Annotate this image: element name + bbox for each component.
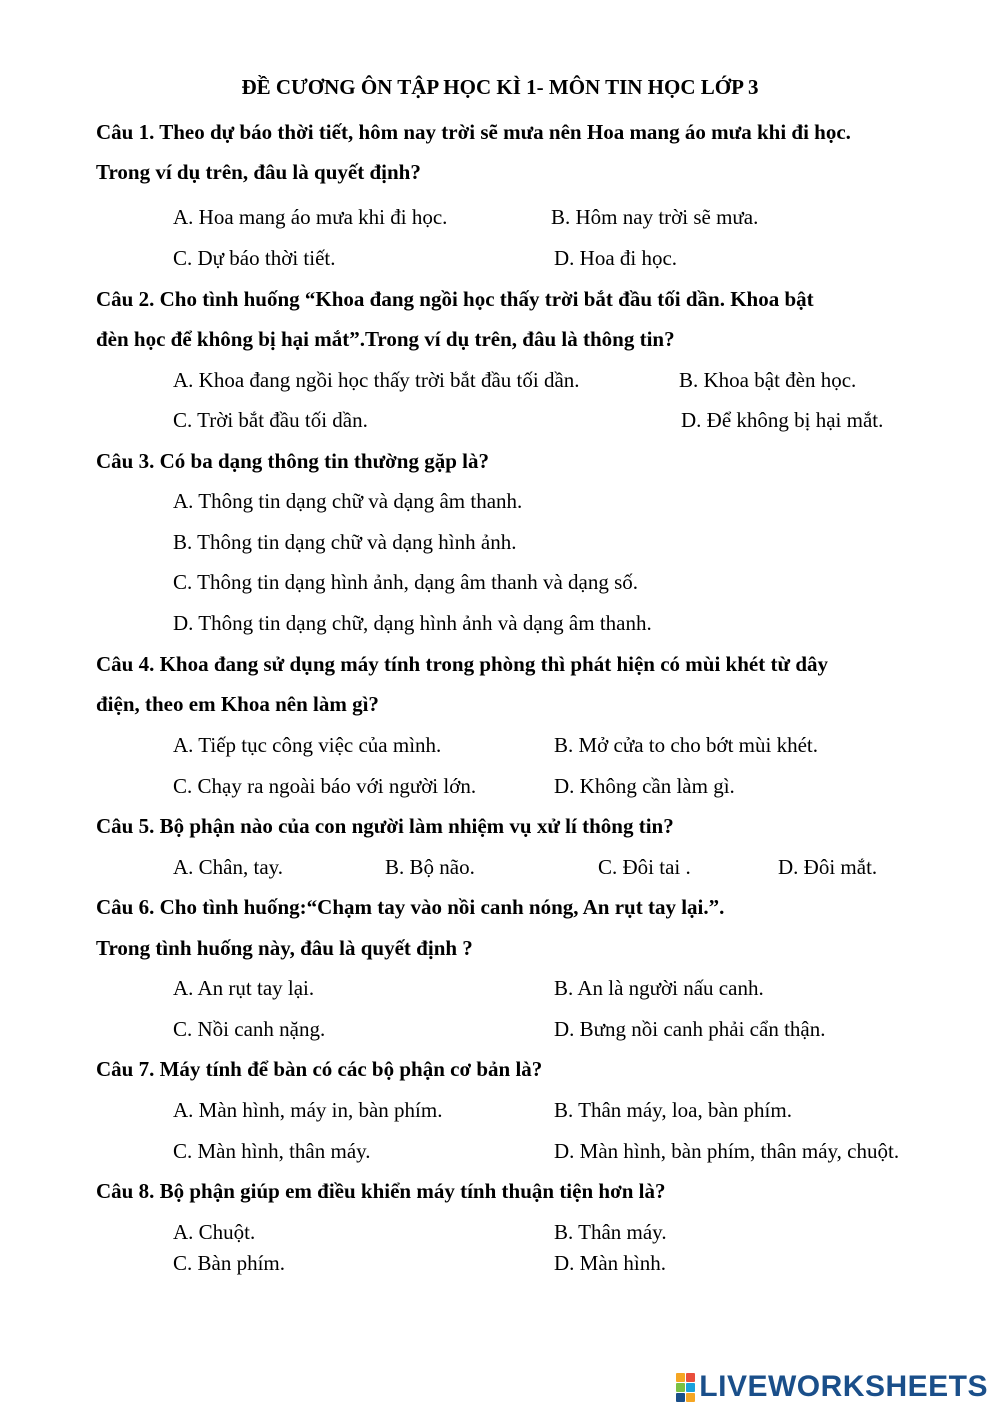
logo-block-icon [686, 1383, 695, 1392]
question-2-text-cont: đèn học để không bị hại mắt”.Trong ví dụ trên, đâu là thông tin? [96, 327, 675, 351]
question-4-option-d[interactable]: D. Không cần làm gì. [554, 774, 735, 798]
question-6-option-a[interactable]: A. An rụt tay lại. [173, 976, 315, 1000]
question-2-option-d[interactable]: D. Để không bị hại mắt. [681, 408, 884, 432]
question-6-text: Câu 6. Cho tình huống:“Chạm tay vào nồi canh nóng, An rụt tay lại.”. [96, 895, 725, 919]
question-8-option-a[interactable]: A. Chuột. [173, 1220, 256, 1244]
question-6-option-b[interactable]: B. An là người nấu canh. [554, 976, 764, 1000]
question-7-option-a[interactable]: A. Màn hình, máy in, bàn phím. [173, 1098, 443, 1122]
logo-block-icon [686, 1393, 695, 1402]
logo-block-icon [686, 1373, 695, 1382]
question-8-option-d[interactable]: D. Màn hình. [554, 1251, 666, 1275]
logo-block-icon [676, 1383, 685, 1392]
question-7-option-b[interactable]: B. Thân máy, loa, bàn phím. [554, 1098, 792, 1122]
question-5-option-c[interactable]: C. Đôi tai . [598, 855, 691, 879]
question-5-option-a[interactable]: A. Chân, tay. [173, 855, 284, 879]
question-1-option-c[interactable]: C. Dự báo thời tiết. [173, 246, 336, 270]
question-7-text: Câu 7. Máy tính để bàn có các bộ phận cơ bản là? [96, 1057, 543, 1081]
question-8-text: Câu 8. Bộ phận giúp em điều khiển máy tính thuận tiện hơn là? [96, 1179, 666, 1203]
question-1-text: Câu 1. Theo dự báo thời tiết, hôm nay trời sẽ mưa nên Hoa mang áo mưa khi đi học. [96, 120, 851, 144]
question-8-option-b[interactable]: B. Thân máy. [554, 1220, 667, 1244]
question-2-option-a[interactable]: A. Khoa đang ngồi học thấy trời bắt đầu tối dần. [173, 368, 580, 392]
logo-block-icon [676, 1373, 685, 1382]
question-1-option-d[interactable]: D. Hoa đi học. [554, 246, 678, 270]
question-7-option-c[interactable]: C. Màn hình, thân máy. [173, 1139, 371, 1163]
question-5-option-b[interactable]: B. Bộ não. [385, 855, 475, 879]
question-2-text: Câu 2. Cho tình huống “Khoa đang ngồi học thấy trời bắt đầu tối dần. Khoa bật [96, 287, 814, 311]
logo-block-icon [676, 1393, 685, 1402]
question-8-option-c[interactable]: C. Bàn phím. [173, 1251, 286, 1275]
page-title: ĐỀ CƯƠNG ÔN TẬP HỌC KÌ 1- MÔN TIN HỌC LỚP 3 [241, 75, 759, 99]
liveworksheets-brand[interactable] [676, 1370, 988, 1404]
question-1-option-a[interactable]: A. Hoa mang áo mưa khi đi học. [173, 205, 448, 229]
question-4-text: Câu 4. Khoa đang sử dụng máy tính trong phòng thì phát hiện có mùi khét từ dây [96, 652, 829, 676]
question-6-text-cont: Trong tình huống này, đâu là quyết định ? [96, 936, 473, 960]
question-3-text: Câu 3. Có ba dạng thông tin thường gặp là? [96, 449, 490, 473]
question-6-option-d[interactable]: D. Bưng nồi canh phải cẩn thận. [554, 1017, 826, 1041]
question-4-option-a[interactable]: A. Tiếp tục công việc của mình. [173, 733, 442, 757]
question-4-option-b[interactable]: B. Mở cửa to cho bớt mùi khét. [554, 733, 818, 757]
question-7-option-d[interactable]: D. Màn hình, bàn phím, thân máy, chuột. [554, 1139, 900, 1163]
liveworksheets-logo-icon [676, 1373, 695, 1402]
question-3-option-a[interactable]: A. Thông tin dạng chữ và dạng âm thanh. [173, 489, 523, 513]
question-1-text-cont: Trong ví dụ trên, đâu là quyết định? [96, 160, 421, 184]
question-4-text-cont: điện, theo em Khoa nên làm gì? [96, 692, 379, 716]
brand-text: LIVEWORKSHEETS [699, 1370, 988, 1403]
question-2-option-b[interactable]: B. Khoa bật đèn học. [679, 368, 857, 392]
question-6-option-c[interactable]: C. Nồi canh nặng. [173, 1017, 326, 1041]
question-3-option-b[interactable]: B. Thông tin dạng chữ và dạng hình ảnh. [173, 530, 517, 554]
question-3-option-d[interactable]: D. Thông tin dạng chữ, dạng hình ảnh và dạng âm thanh. [173, 611, 652, 635]
question-5-option-d[interactable]: D. Đôi mắt. [778, 855, 878, 879]
question-4-option-c[interactable]: C. Chạy ra ngoài báo với người lớn. [173, 774, 477, 798]
question-3-option-c[interactable]: C. Thông tin dạng hình ảnh, dạng âm thanh và dạng số. [173, 570, 639, 594]
question-5-text: Câu 5. Bộ phận nào của con người làm nhiệm vụ xử lí thông tin? [96, 814, 674, 838]
question-1-option-b[interactable]: B. Hôm nay trời sẽ mưa. [551, 205, 759, 229]
question-2-option-c[interactable]: C. Trời bắt đầu tối dần. [173, 408, 368, 432]
